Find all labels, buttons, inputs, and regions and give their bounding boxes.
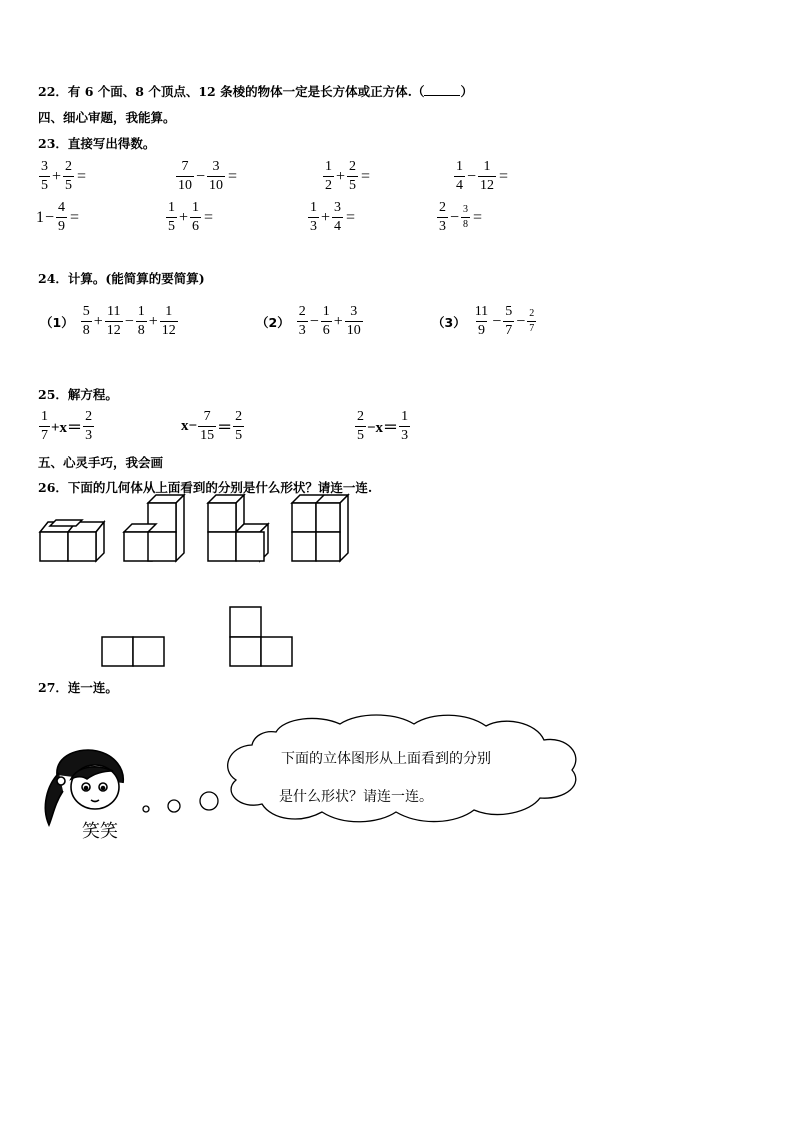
question-23-title: 23．直接写出得数。 <box>38 136 156 151</box>
q23-expr-2: $\frac{7}{10}$ − $\frac{3}{10}$ = <box>178 159 238 193</box>
thought-dot-small <box>143 806 149 812</box>
question-25-title: 25．解方程。 <box>38 387 118 402</box>
q23-expr-5: 1 − $\frac{4}{9}$ = <box>36 200 80 234</box>
thought-dot-medium <box>168 800 180 812</box>
q23-expr-8: $\frac{2}{3}$ − $\frac{3}{8}$ = <box>439 200 483 234</box>
q23-expr-6: $\frac{1}{5}$ + $\frac{1}{6}$ = <box>168 200 214 234</box>
q25-equation-2: x− $\frac{7}{15}$ ＝ $\frac{2}{5}$ <box>181 409 243 443</box>
thought-dot-large <box>200 792 218 810</box>
cloud-text-line-1: 下面的立体图形从上面看到的分别 <box>281 751 491 767</box>
solid-figure-1[interactable] <box>40 520 104 561</box>
character-name: 笑笑 <box>82 821 118 842</box>
question-26-title: 26．下面的几何体从上面看到的分别是什么形状？请连一连. <box>38 480 373 495</box>
question-22: 22．有 6 个面、8 个顶点、12 条棱的物体一定是长方体或正方体.（ ） <box>38 84 473 99</box>
q25-equation-1: $\frac{1}{7}$ +x＝ $\frac{2}{3}$ <box>41 409 93 443</box>
top-view-1[interactable] <box>102 637 164 666</box>
cloud-text-line-2: 是什么形状？请连一连。 <box>279 789 433 805</box>
q24-problem-2: （2） $\frac{2}{3}$ − $\frac{1}{6}$ + $\frac{3}{10}$ <box>256 304 361 338</box>
q24-problem-3: （3） $\frac{11}{9}$ − $\frac{5}{7}$ − $\frac{2}{7}$ <box>432 304 535 338</box>
q23-expr-7: $\frac{1}{3}$ + $\frac{3}{4}$ = <box>310 200 356 234</box>
q23-expr-4: $\frac{1}{4}$ − $\frac{1}{12}$ = <box>456 159 509 193</box>
section-5-heading: 五、心灵手巧，我会画 <box>38 455 164 470</box>
question-27-title: 27．连一连。 <box>38 680 118 695</box>
q23-expr-1: $\frac{3}{5}$ + $\frac{2}{5}$ = <box>41 159 87 193</box>
solid-figure-4[interactable] <box>292 495 348 561</box>
section-4-heading: 四、细心审题，我能算。 <box>38 110 176 125</box>
thought-cloud <box>0 700 794 860</box>
q24-problem-1: （1） $\frac{5}{8}$ + $\frac{11}{12}$ − $\frac{1}{8}$ + $\frac{1}{12}$ <box>40 304 176 338</box>
top-view-2[interactable] <box>230 607 292 666</box>
q25-equation-3: $\frac{2}{5}$ −x＝ $\frac{1}{3}$ <box>357 409 409 443</box>
q23-expr-3: $\frac{1}{2}$ + $\frac{2}{5}$ = <box>325 159 371 193</box>
solid-figure-2[interactable] <box>124 495 184 561</box>
question-24-title: 24．计算。(能简算的要简算) <box>38 271 205 286</box>
solid-figure-3[interactable] <box>208 495 268 561</box>
